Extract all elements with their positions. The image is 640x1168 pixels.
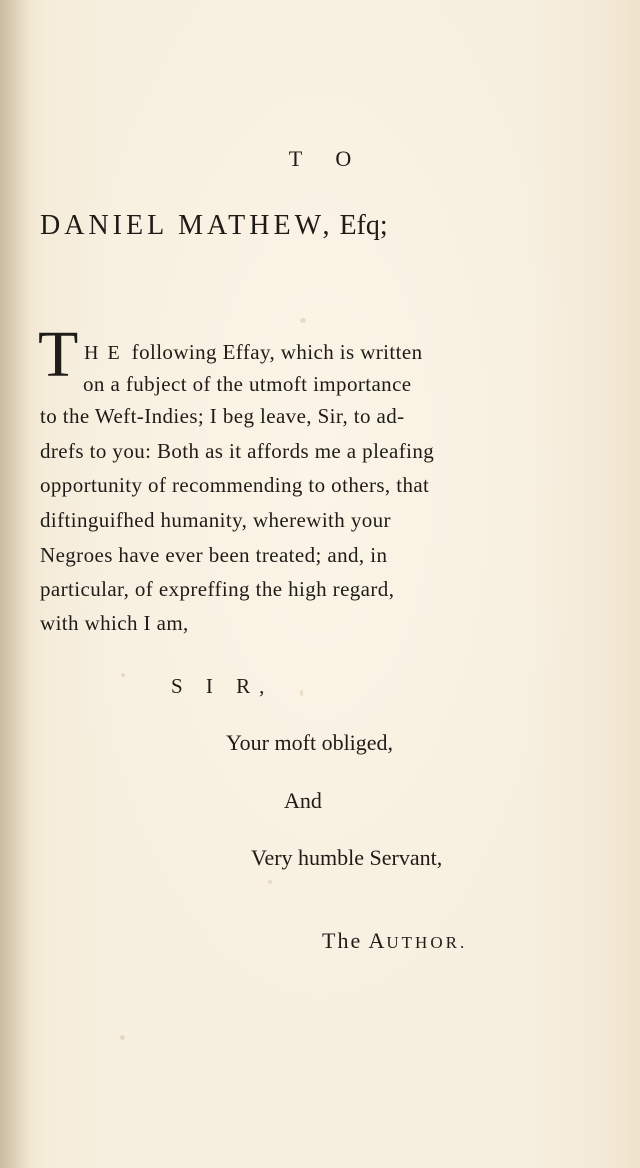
body-line-3: to the Weft-Indies; I beg leave, Sir, to ad- xyxy=(40,404,405,428)
body-line-5: opportunity of recommending to others, that xyxy=(40,473,430,497)
closing-line-1: Your moft obliged, xyxy=(226,730,394,755)
body-line-6: diftinguifhed humanity, wherewith your xyxy=(40,508,391,532)
body-line-9: with which I am, xyxy=(40,611,189,635)
body-line-7: Negroes have ever been treated; and, in xyxy=(40,543,388,567)
body-line-4: drefs to you: Both as it affords me a pleafing xyxy=(40,439,435,463)
author-signature-rest: UTHOR. xyxy=(386,933,468,952)
body-line-8: particular, of expreffing the high regard, xyxy=(40,577,395,601)
dedicatee-name xyxy=(40,210,388,242)
body-line-1 xyxy=(84,340,423,365)
author-signature xyxy=(322,928,467,954)
dedication-to: T O xyxy=(288,146,366,171)
dedicatee-title: Efq; xyxy=(339,210,388,241)
salutation: S I R, xyxy=(171,674,274,698)
drop-cap: T xyxy=(38,318,79,391)
foxing-spot xyxy=(120,1035,125,1040)
closing-line-3: Very humble Servant, xyxy=(251,845,443,870)
body-line-1-text: following Effay, which is written xyxy=(131,340,423,364)
closing-line-2: And xyxy=(284,788,322,813)
foxing-spot xyxy=(300,690,303,696)
foxing-spot xyxy=(121,673,125,677)
foxing-spot xyxy=(268,880,272,884)
spine-shadow xyxy=(0,0,30,1168)
body-line-1-caps: H E xyxy=(84,342,122,364)
foxing-spot xyxy=(300,318,306,323)
author-signature-first: The A xyxy=(322,928,387,953)
dedicatee-name-text: DANIEL MATHEW, xyxy=(40,210,334,241)
body-line-2: on a fubject of the utmoft importance xyxy=(83,372,412,396)
